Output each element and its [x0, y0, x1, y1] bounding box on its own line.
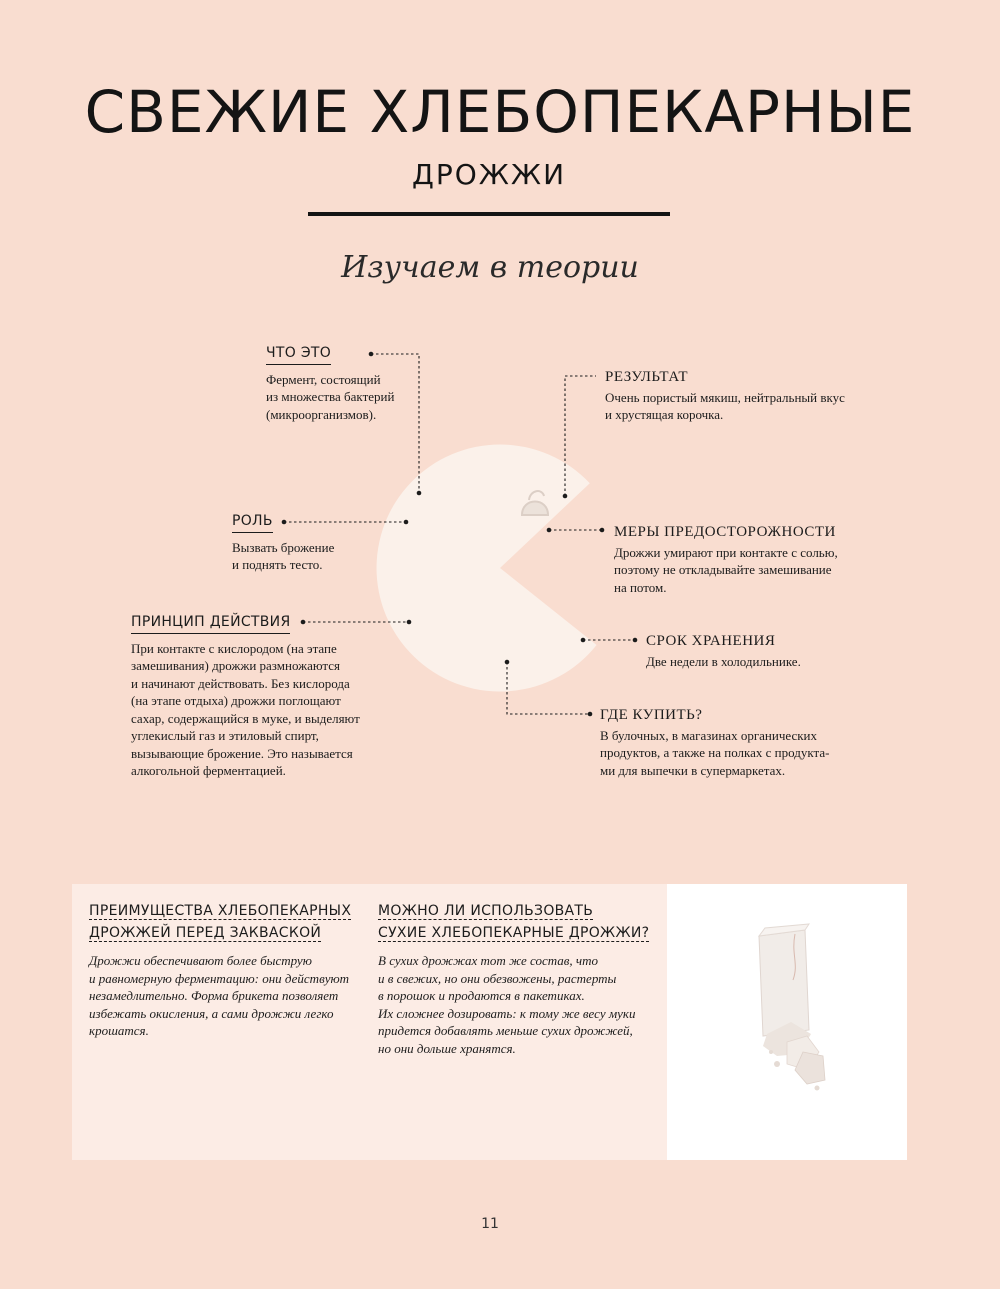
leader-dot [407, 620, 412, 625]
leader-dot [547, 528, 552, 533]
advantages-line: незамедлительно. Форма брикета позволяет [89, 988, 339, 1003]
pacman-shape [377, 445, 597, 692]
principle-line: (на этапе отдыха) дрожжи поглощают [131, 693, 341, 708]
storage-heading: СРОК ХРАНЕНИЯ [646, 633, 776, 649]
principle-heading: ПРИНЦИП ДЕЙСТВИЯ [131, 614, 290, 634]
what-line: (микроорганизмов). [266, 406, 377, 422]
precautions-block [614, 524, 838, 596]
leader-dot [505, 660, 510, 665]
leader-dot [588, 712, 593, 717]
dry-yeast-line: придется добавлять меньше сухих дрожжей, [378, 1023, 633, 1038]
result-line: Очень пористый мякиш, нейтральный вкус [605, 389, 845, 405]
dry-yeast-line: в порошок и продаются в пакетиках. [378, 988, 585, 1003]
leader-dot [633, 638, 638, 643]
yeast-block-illustration [667, 884, 907, 1160]
page-number: 11 [481, 1216, 499, 1232]
principle-line: алкогольной ферментацией. [131, 763, 286, 778]
dry-yeast-heading-line: СУХИЕ ХЛЕБОПЕКАРНЫЕ ДРОЖЖИ? [378, 925, 650, 941]
precautions-line: поэтому не откладывайте замешивание [614, 562, 832, 577]
result-line: и хрустящая корочка. [605, 407, 724, 422]
role-line: Вызвать брожение [232, 539, 335, 555]
advantages-line: и равномерную ферментацию: они действуют [89, 970, 350, 986]
yeast-crumb [815, 1086, 820, 1091]
dry-yeast-heading [378, 900, 663, 944]
advantages-body [89, 952, 369, 1040]
leader-dot [563, 494, 568, 499]
role-line: и поднять тесто. [232, 557, 323, 572]
dry-yeast-line: Их сложнее дозировать: к тому же весу муки [378, 1005, 636, 1021]
leader-dot [600, 528, 605, 533]
what-block [266, 344, 394, 423]
advantages-line: Дрожжи обеспечивают более быструю [89, 953, 312, 968]
role-block [232, 512, 334, 574]
precautions-line: на потом. [614, 579, 667, 595]
principle-line: сахар, содержащийся в муке, и выделяют [131, 710, 360, 726]
dry-yeast-line: но они дольше хранятся. [378, 1040, 516, 1056]
leader-dot [404, 520, 409, 525]
yeast-crumb [769, 1050, 773, 1054]
role-heading: РОЛЬ [232, 513, 273, 533]
principle-line: углекислый газ и этиловый спирт, [131, 728, 319, 743]
storage-block [646, 633, 801, 670]
leader-dot [417, 491, 422, 496]
where-line: В булочных, в магазинах органических [600, 727, 818, 743]
advantages-column [89, 900, 369, 1040]
advantages-line: крошатся. [89, 1023, 149, 1038]
advantages-line: избежать окисления, а сами дрожжи легко [89, 1005, 334, 1021]
dry-yeast-column [378, 900, 663, 1057]
what-line: Фермент, состоящий [266, 371, 381, 387]
where-heading: ГДЕ КУПИТЬ? [600, 707, 703, 723]
where-line: ми для выпечки в супермаркетах. [600, 762, 786, 778]
result-heading: РЕЗУЛЬТАТ [605, 369, 689, 385]
principle-line: вызывающие брожение. Это называется [131, 745, 353, 761]
precautions-line: Дрожжи умирают при контакте с солью, [614, 544, 838, 560]
principle-block [131, 613, 360, 780]
section-script-title: Изучаем в теории [341, 250, 639, 285]
storage-line: Две недели в холодильнике. [646, 653, 801, 669]
what-line: из множества бактерий [266, 389, 395, 404]
where-block [600, 707, 829, 779]
yeast-photo [667, 884, 907, 1160]
advantages-heading-line: ПРЕИМУЩЕСТВА ХЛЕБОПЕКАРНЫХ [89, 903, 352, 919]
result-block [605, 369, 845, 424]
principle-line: и начинают действовать. Без кислорода [131, 675, 350, 691]
leader-dot [581, 638, 586, 643]
page-subtitle: ДРОЖЖИ [411, 158, 567, 191]
dry-yeast-line: и в свежих, но они обезвожены, растерты [378, 970, 617, 986]
what-heading: ЧТО ЭТО [266, 345, 331, 365]
advantages-heading [89, 900, 369, 944]
dry-yeast-body [378, 952, 663, 1057]
precautions-heading: МЕРЫ ПРЕДОСТОРОЖНОСТИ [614, 524, 836, 540]
yeast-crumb [774, 1061, 780, 1067]
where-line: продуктов, а также на полках с продукта- [600, 745, 830, 760]
dry-yeast-heading-line: МОЖНО ЛИ ИСПОЛЬЗОВАТЬ [378, 903, 594, 919]
advantages-heading-line: ДРОЖЖЕЙ ПЕРЕД ЗАКВАСКОЙ [89, 925, 322, 941]
page-title: СВЕЖИЕ ХЛЕБОПЕКАРНЫЕ [84, 78, 916, 146]
dry-yeast-line: В сухих дрожжах тот же состав, что [378, 953, 599, 968]
principle-line: При контакте с кислородом (на этапе [131, 640, 337, 656]
principle-line: замешивания) дрожжи размножаются [131, 658, 341, 673]
